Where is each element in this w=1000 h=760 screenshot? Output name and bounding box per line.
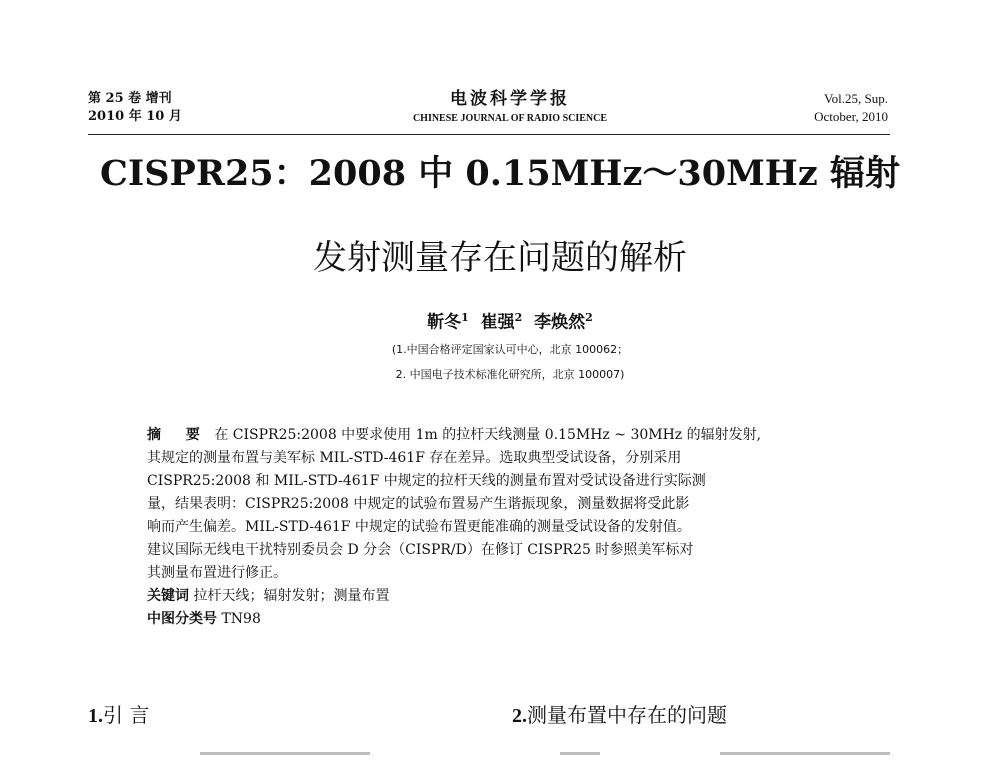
journal-name-cn: 电波科学学报 (450, 89, 570, 109)
classification-code: TN98 (221, 611, 261, 627)
keywords-label: 关键词 (147, 588, 189, 604)
issue-info-en (814, 90, 888, 126)
volume-cn: 第 25 卷 增刊 (88, 91, 172, 106)
section-number: 1. (88, 705, 103, 727)
abstract-line: 其测量布置进行修正。 (147, 565, 287, 581)
author-affiliation-mark: 2 (514, 311, 523, 324)
section-heading-measurement-issues (512, 702, 727, 729)
section-number: 2. (512, 705, 527, 727)
header-divider (88, 134, 890, 135)
abstract-text: 在 CISPR25:2008 中要求使用 1m 的拉杆天线测量 0.15MHz ~ 30MHz 的辐射发射, (214, 427, 762, 443)
author-affiliation-mark: 2 (585, 311, 593, 324)
author-affiliation-mark: 1 (461, 311, 469, 324)
abstract-line: 其规定的测量布置与美军标 MIL-STD-461F 存在差异。选取典型受试设备，分别采用 (147, 450, 682, 466)
abstract-line: 响而产生偏差。MIL-STD-461F 中规定的试验布置更能准确的测量受试设备的发射值。 (147, 519, 691, 535)
affiliation-1: (1.中国合格评定国家认可中心，北京 100062； (391, 343, 629, 356)
author-name: 崔强 (480, 312, 515, 333)
abstract-line: CISPR25:2008 和 MIL-STD-461F 中规定的拉杆天线的测量布置对受试设备进行实际测 (147, 473, 706, 489)
issue-info-cn (88, 90, 182, 126)
classification-label: 中图分类号 (147, 611, 217, 627)
section-title: 测量布置中存在的问题 (527, 703, 727, 727)
journal-name-en: CHINESE JOURNAL OF RADIO SCIENCE (412, 113, 608, 124)
date-cn: 2010 年 10 月 (88, 109, 182, 124)
cut-off-text-fragment (720, 752, 890, 755)
volume-en: Vol.25, Sup. (823, 91, 888, 106)
journal-masthead (360, 88, 660, 126)
author-name: 靳冬 (427, 312, 462, 333)
date-en: October, 2010 (814, 109, 888, 124)
classification-line (147, 608, 867, 631)
paper-title-line-2: 发射测量存在问题的解析 (313, 238, 687, 278)
abstract-line (147, 424, 867, 447)
keywords-line (147, 585, 867, 608)
abstract-line: 建议国际无线电干扰特别委员会 D 分会（CISPR/D）在修订 CISPR25 时参照美军标对 (147, 542, 694, 558)
keywords-text: 拉杆天线；辐射发射；测量布置 (193, 588, 390, 604)
author-name: 李焕然 (534, 312, 586, 333)
abstract-label: 摘 要 (147, 427, 210, 443)
section-title: 引 言 (103, 703, 150, 727)
cut-off-text-fragment (560, 752, 600, 755)
author-list (340, 306, 680, 335)
cut-off-text-fragment (200, 752, 370, 755)
affiliation-2: 2. 中国电子技术标准化研究所，北京 100007) (395, 368, 625, 381)
paper-title-line-1: CISPR25：2008 中 0.15MHz～30MHz 辐射 (100, 153, 900, 194)
section-heading-introduction (88, 702, 149, 729)
abstract-block (147, 424, 867, 631)
abstract-line: 量，结果表明：CISPR25:2008 中规定的试验布置易产生谐振现象，测量数据将受此影 (147, 496, 690, 512)
